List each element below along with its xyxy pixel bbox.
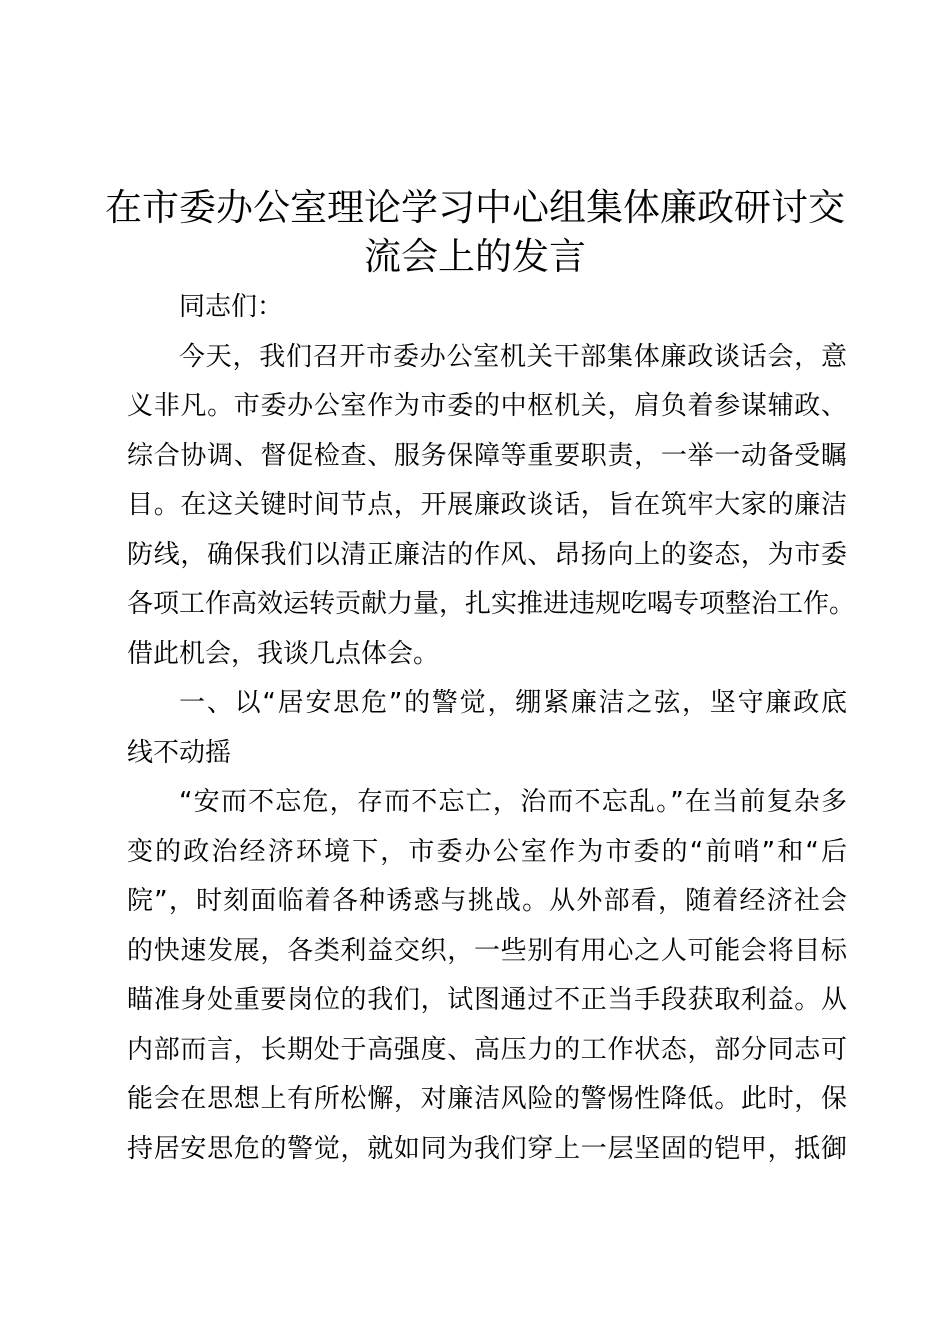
- paragraph-line: 能会在思想上有所松懈，对廉洁风险的警惕性降低。此时，保: [127, 1084, 847, 1114]
- paragraph-line: 目。在这关键时间节点，开展廉政谈话，旨在筑牢大家的廉洁: [127, 490, 847, 520]
- paragraph-line: 院”，时刻面临着各种诱惑与挑战。从外部看，随着经济社会: [127, 886, 847, 916]
- paragraph-line: 防线，确保我们以清正廉洁的作风、昂扬向上的姿态，为市委: [127, 539, 847, 570]
- document-body: [127, 283, 856, 1174]
- paragraph-line: 的快速发展，各类利益交织，一些别有用心之人可能会将目标: [127, 935, 847, 966]
- section-heading-line: 线不动摇: [127, 737, 232, 768]
- salutation: 同志们：: [179, 292, 284, 322]
- section-heading-line: 一、以“居安思危”的警觉，绷紧廉洁之弦，坚守廉政底: [179, 688, 847, 718]
- document-title-line-1: 在市委办公室理论学习中心组集体廉政研讨交: [105, 186, 845, 229]
- paragraph-line: 内部而言，长期处于高强度、高压力的工作状态，部分同志可: [127, 1034, 847, 1065]
- paragraph-line: “安而不忘危，存而不忘亡，治而不忘乱。”在当前复杂多: [179, 787, 847, 817]
- paragraph-line: 义非凡。市委办公室作为市委的中枢机关，肩负着参谋辅政、: [127, 391, 847, 421]
- paragraph-line: 各项工作高效运转贡献力量，扎实推进违规吃喝专项整治工作。: [127, 589, 856, 619]
- paragraph-line: 瞄准身处重要岗位的我们，试图通过不正当手段获取利益。从: [127, 985, 847, 1015]
- paragraph-line: 今天，我们召开市委办公室机关干部集体廉政谈话会，意: [179, 341, 847, 372]
- paragraph-line: 变的政治经济环境下，市委办公室作为市委的“前哨”和“后: [127, 836, 847, 867]
- paragraph-line: 持居安思危的警觉，就如同为我们穿上一层坚固的铠甲，抵御: [127, 1133, 847, 1164]
- paragraph-line: 借此机会，我谈几点体会。: [127, 638, 440, 669]
- document-title-line-2: 流会上的发言: [364, 235, 586, 278]
- paragraph-line: 综合协调、督促检查、服务保障等重要职责，一举一动备受瞩: [127, 440, 847, 471]
